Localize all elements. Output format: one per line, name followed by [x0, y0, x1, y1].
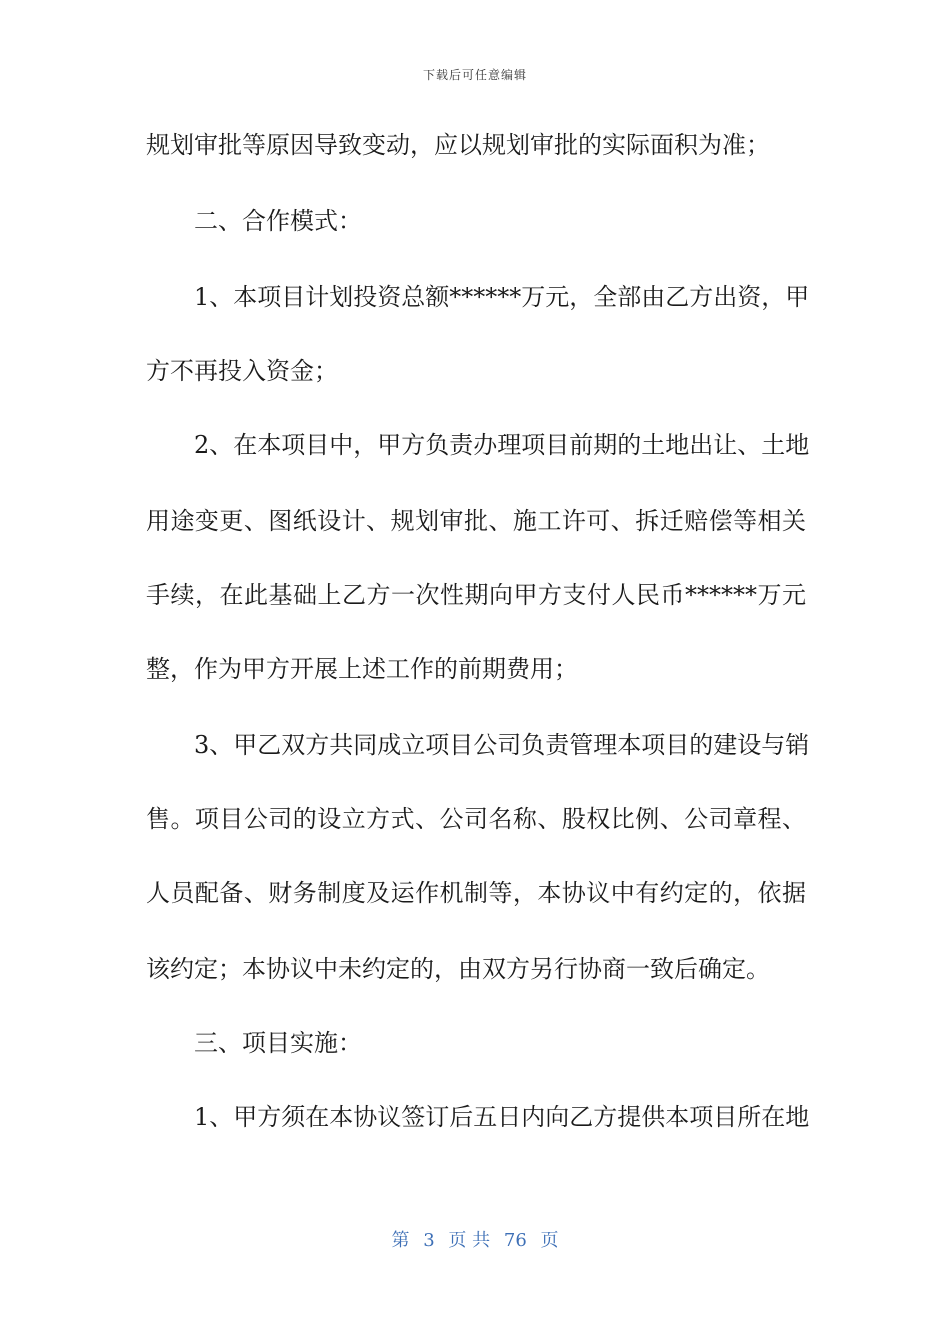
body-line: 用途变更、图纸设计、规划审批、施工许可、拆迁赔偿等相关 [146, 507, 806, 535]
body-line: 手续，在此基础上乙方一次性期向甲方支付人民币******万元 [146, 581, 806, 609]
body-line: 整，作为甲方开展上述工作的前期费用； [146, 655, 578, 683]
header-note: 下载后可任意编辑 [422, 68, 527, 82]
section-heading: 三、项目实施： [194, 1029, 362, 1057]
footer-middle: 页 共 [448, 1230, 491, 1251]
section-heading: 二、合作模式： [194, 207, 362, 235]
page-footer [0, 1226, 950, 1252]
body-line: 人员配备、财务制度及运作机制等，本协议中有约定的，依据 [146, 879, 806, 907]
footer-prefix: 第 [391, 1230, 410, 1251]
body-line: 3、甲乙双方共同成立项目公司负责管理本项目的建设与销 [194, 731, 810, 759]
body-line: 2、在本项目中，甲方负责办理项目前期的土地出让、土地 [194, 431, 810, 459]
total-page-number: 76 [503, 1230, 527, 1251]
body-line: 该约定；本协议中未约定的，由双方另行协商一致后确定。 [146, 955, 770, 983]
body-line: 规划审批等原因导致变动，应以规划审批的实际面积为准； [146, 131, 770, 159]
current-page-number: 3 [423, 1230, 435, 1251]
body-line: 1、本项目计划投资总额******万元，全部由乙方出资，甲 [194, 283, 810, 311]
body-line: 方不再投入资金； [146, 357, 338, 385]
footer-suffix: 页 [540, 1230, 559, 1251]
body-line: 售。项目公司的设立方式、公司名称、股权比例、公司章程、 [146, 805, 806, 833]
body-line: 1、甲方须在本协议签订后五日内向乙方提供本项目所在地 [194, 1103, 810, 1131]
